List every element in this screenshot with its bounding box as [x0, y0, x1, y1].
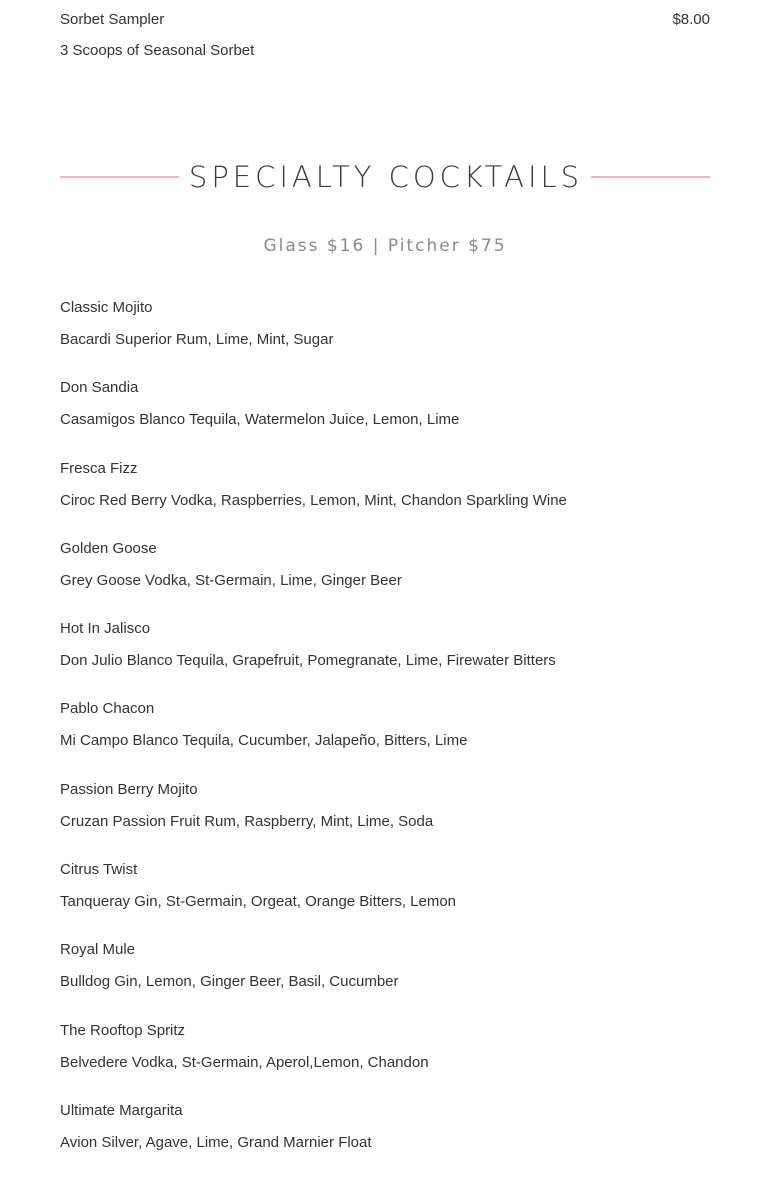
cocktail-name: The Rooftop Spritz [60, 1021, 186, 1039]
list-item [60, 941, 710, 1021]
list-item [60, 1102, 710, 1182]
list-item [60, 379, 710, 459]
cocktail-name: Don Sandia [60, 379, 139, 397]
cocktail-list [60, 299, 710, 1182]
cocktail-description: Casamigos Blanco Tequila, Watermelon Juice, Lemon, Lime [60, 411, 460, 429]
cocktail-name: Pablo Chacon [60, 700, 155, 718]
menu-item-price: $8.00 [672, 11, 710, 28]
cocktail-description: Don Julio Blanco Tequila, Grapefruit, Pomegranate, Lime, Firewater Bitters [60, 652, 556, 670]
cocktail-description: Ciroc Red Berry Vodka, Raspberries, Lemon, Mint, Chandon Sparkling Wine [60, 491, 567, 509]
cocktail-name: Citrus Twist [60, 861, 138, 879]
section-pricing-subtitle: Glass $16 | Pitcher $75 [263, 236, 507, 256]
cocktail-name: Classic Mojito [60, 299, 153, 316]
cocktail-description: Bulldog Gin, Lemon, Ginger Beer, Basil, Cucumber [60, 973, 399, 991]
list-item [60, 299, 710, 379]
cocktail-name: Royal Mule [60, 941, 136, 959]
menu-page [60, 0, 710, 1151]
menu-item-name: Sorbet Sampler [60, 11, 165, 28]
cocktail-description: Avion Silver, Agave, Lime, Grand Marnier Float [60, 1133, 372, 1151]
cocktail-name: Golden Goose [60, 539, 157, 557]
cocktail-description: Belvedere Vodka, St-Germain, Aperol,Lemon, Chandon [60, 1053, 429, 1071]
section-rule-right [591, 176, 710, 178]
section-rule-left [60, 176, 179, 178]
list-item [60, 781, 710, 861]
menu-item-description: 3 Scoops of Seasonal Sorbet [60, 42, 255, 59]
cocktail-description: Cruzan Passion Fruit Rum, Raspberry, Mint, Lime, Soda [60, 812, 434, 830]
cocktail-name: Fresca Fizz [60, 459, 138, 477]
cocktail-name: Hot In Jalisco [60, 620, 151, 638]
cocktail-description: Mi Campo Blanco Tequila, Cucumber, Jalapeño, Bitters, Lime [60, 732, 468, 750]
list-item [60, 620, 710, 700]
list-item [60, 1022, 710, 1102]
list-item [60, 540, 710, 620]
cocktail-description: Bacardi Superior Rum, Lime, Mint, Sugar [60, 331, 334, 348]
cocktail-name: Passion Berry Mojito [60, 780, 198, 798]
section-title: SPECIALTY COCKTAILS [188, 160, 584, 194]
list-item [60, 861, 710, 941]
menu-item-sorbet-sampler [60, 0, 710, 70]
cocktail-name: Ultimate Margarita [60, 1101, 183, 1119]
cocktail-description: Tanqueray Gin, St-Germain, Orgeat, Orange Bitters, Lemon [60, 893, 457, 911]
list-item [60, 460, 710, 540]
cocktail-description: Grey Goose Vodka, St-Germain, Lime, Ginger Beer [60, 571, 402, 589]
section-header [60, 158, 710, 196]
list-item [60, 700, 710, 780]
